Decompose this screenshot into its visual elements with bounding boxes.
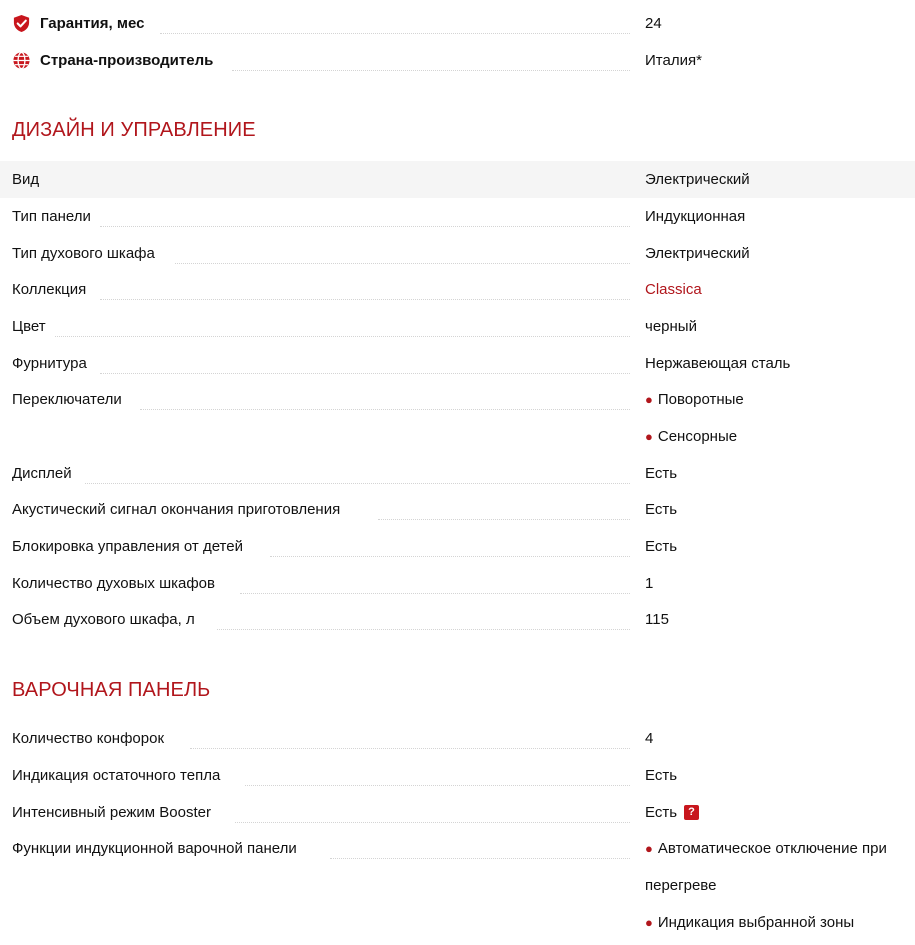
spec-value: Нержавеющая сталь [645,355,791,372]
spec-value: Электрический [645,171,750,188]
spec-label: Объем духового шкафа, л [12,611,195,628]
list-item: ● Автоматическое отключение при [645,840,887,857]
spec-row [0,235,915,272]
leader-dots [190,748,630,749]
collection-link[interactable]: Classica [645,281,702,298]
spec-value: Есть ? [645,794,699,831]
shield-icon [12,14,31,33]
spec-label: Функции индукционной варочной панели [12,840,297,857]
spec-value: Есть [645,767,678,784]
spec-row [0,308,915,345]
leader-dots [160,33,630,34]
spec-label: Переключатели [12,391,122,408]
spec-row [0,271,915,308]
spec-value: Италия* [645,52,702,69]
spec-row [0,720,915,757]
spec-row-country [0,42,915,79]
list-item-continuation: перегреве [645,877,717,894]
bullet-icon: ● [645,429,653,444]
spec-value: 1 [645,575,654,592]
spec-row [0,601,915,638]
leader-dots [330,858,630,859]
spec-label: Тип панели [12,208,91,225]
bullet-icon: ● [645,841,653,856]
leader-dots [378,519,630,520]
spec-row [0,565,915,602]
globe-icon [12,51,31,70]
leader-dots [140,409,630,410]
leader-dots [217,629,630,630]
leader-dots [100,373,630,374]
spec-row [0,794,915,831]
spec-value: 24 [645,15,662,32]
section-title-design: ДИЗАЙН И УПРАВЛЕНИЕ [12,119,256,141]
spec-row [0,198,915,235]
spec-label: Интенсивный режим Booster [12,804,211,821]
leader-dots [270,556,630,557]
spec-label: Индикация остаточного тепла [12,767,221,784]
leader-dots [85,483,630,484]
leader-dots [245,785,630,786]
spec-value: Электрический [645,245,750,262]
spec-label: Вид [12,171,40,188]
spec-label: Гарантия, мес [40,15,145,32]
spec-row [0,757,915,794]
spec-value: 4 [645,730,654,747]
spec-label: Тип духового шкафа [12,245,155,262]
spec-value: Есть [645,501,678,518]
leader-dots [100,299,630,300]
spec-row [0,528,915,565]
spec-value: Индукционная [645,208,746,225]
leader-dots [55,336,630,337]
spec-row [0,491,915,528]
leader-dots [100,226,630,227]
leader-dots [240,593,630,594]
spec-row [0,381,915,455]
spec-label: Блокировка управления от детей [12,538,243,555]
spec-row [0,830,915,941]
help-icon[interactable]: ? [684,805,699,820]
spec-value: 115 [645,611,669,628]
list-item: ● Поворотные [645,391,744,408]
leader-dots [175,263,630,264]
spec-label: Коллекция [12,281,87,298]
leader-dots [232,70,630,71]
spec-row [0,161,915,198]
bullet-icon: ● [645,915,653,930]
bullet-icon: ● [645,392,653,407]
spec-label: Цвет [12,318,46,335]
spec-label: Количество духовых шкафов [12,575,215,592]
spec-value: Есть [645,465,678,482]
spec-label: Фурнитура [12,355,87,372]
spec-row-warranty [0,5,915,42]
spec-value: черный [645,318,697,335]
leader-dots [235,822,630,823]
spec-row [0,455,915,492]
spec-label: Акустический сигнал окончания приготовления [12,501,341,518]
spec-value: Есть [645,538,678,555]
spec-label: Дисплей [12,465,72,482]
spec-label: Количество конфорок [12,730,165,747]
spec-label: Страна-производитель [40,52,214,69]
section-title-hob: ВАРОЧНАЯ ПАНЕЛЬ [12,679,211,701]
spec-row [0,345,915,382]
list-item: ● Индикация выбранной зоны [645,914,855,931]
list-item: ● Сенсорные [645,428,738,445]
